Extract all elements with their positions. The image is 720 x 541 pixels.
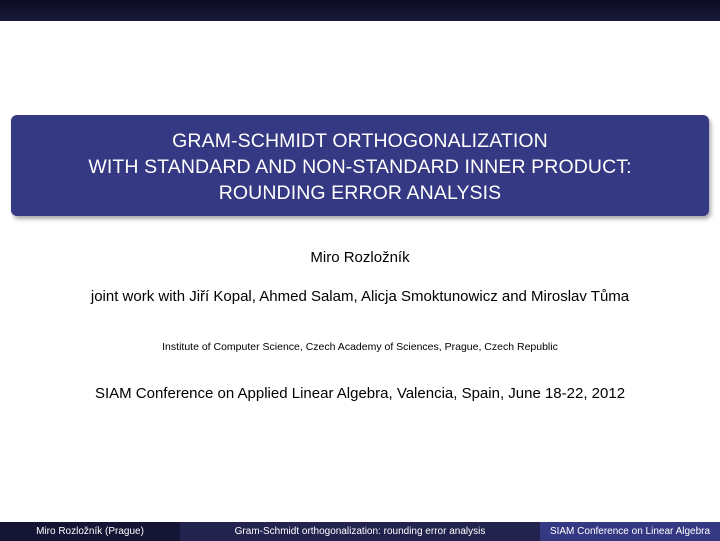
title-line-1: GRAM-SCHMIDT ORTHOGONALIZATION	[172, 129, 548, 152]
footer-author: Miro Rozložník (Prague)	[0, 522, 180, 541]
title-line-3: ROUNDING ERROR ANALYSIS	[218, 181, 502, 204]
joint-work-line: joint work with Jiří Kopal, Ahmed Salam, Alicja Smoktunowicz and Miroslav Tůma	[90, 288, 630, 305]
footer-bar	[0, 522, 720, 541]
author-name: Miro Rozložník	[310, 249, 410, 266]
title-line-2: WITH STANDARD AND NON-STANDARD INNER PRODUCT:	[88, 155, 632, 178]
conference-line: SIAM Conference on Applied Linear Algebra, Valencia, Spain, June 18-22, 2012	[94, 385, 626, 402]
institute-line: Institute of Computer Science, Czech Academy of Sciences, Prague, Czech Republic	[162, 341, 558, 353]
title-box	[11, 115, 709, 216]
footer-title: Gram-Schmidt orthogonalization: rounding error analysis	[180, 522, 540, 541]
top-header-bar	[0, 0, 720, 21]
footer-conference: SIAM Conference on Linear Algebra	[540, 522, 720, 541]
